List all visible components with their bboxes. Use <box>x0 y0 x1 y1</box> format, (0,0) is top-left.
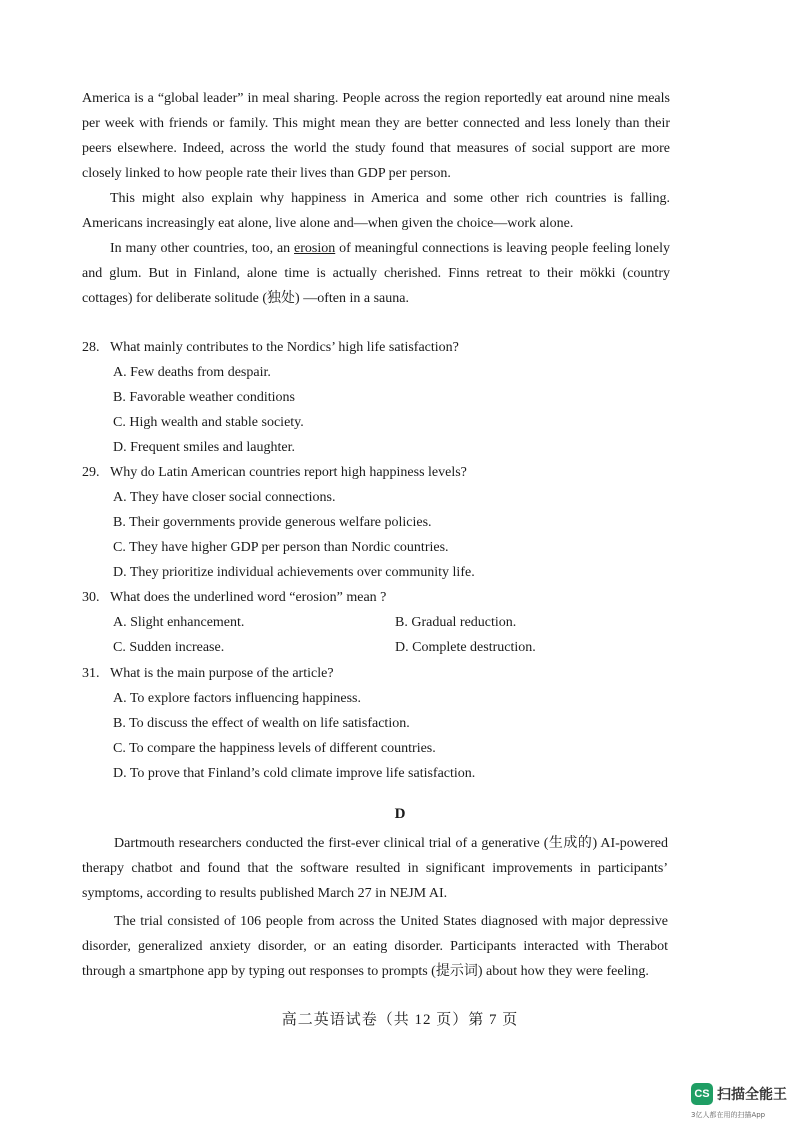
question-28-option-c: C. High wealth and stable society. <box>113 415 304 430</box>
underlined-word-erosion: erosion <box>294 241 336 256</box>
question-text: Why do Latin American countries report high happiness levels? <box>110 465 467 480</box>
question-29-stem <box>82 461 682 485</box>
question-text: What mainly contributes to the Nordics’ high life satisfaction? <box>110 340 459 355</box>
passage-d-paragraph-2: The trial consisted of 106 people from across the United States diagnosed with major depressive disorder, generalized anxiety disorder, or an eating disorder. Participants interacted with Therabot through a smartphone app by typing out responses to prompts (提示词) about how they were feeling. <box>82 914 668 979</box>
section-d-heading: D <box>394 806 406 822</box>
question-31-option-d: D. To prove that Finland’s cold climate improve life satisfaction. <box>113 766 476 781</box>
question-31-stem <box>82 662 682 686</box>
question-30-option-a: A. Slight enhancement. <box>113 615 245 630</box>
watermark-brand-name: 扫描全能王 <box>717 1087 787 1103</box>
question-30-stem <box>82 586 682 610</box>
paragraph-3-lead: In many other countries, too, an <box>110 241 295 256</box>
question-29-option-d: D. They prioritize individual achievements over community life. <box>113 565 475 580</box>
scanner-watermark <box>691 1083 791 1123</box>
question-28-option-d: D. Frequent smiles and laughter. <box>113 440 295 455</box>
question-31-option-c: C. To compare the happiness levels of different countries. <box>113 741 436 756</box>
question-29-option-c: C. They have higher GDP per person than Nordic countries. <box>113 540 449 555</box>
page-footer: 高二英语试卷（共 12 页）第 7 页 <box>281 1012 519 1028</box>
paragraph-3-rest: of meaningful connections is leaving people feeling lonely and glum. But in Finland, alone time is actually cherished. Finns retreat to their mökki (country cottages) for deliberate solitude (独处) —often in a sauna. <box>82 241 670 306</box>
question-28-option-a: A. Few deaths from despair. <box>113 365 271 380</box>
question-number: 30. <box>82 590 100 605</box>
question-28-stem <box>82 336 682 360</box>
question-text: What does the underlined word “erosion” mean ? <box>110 590 387 605</box>
question-31-option-b: B. To discuss the effect of wealth on life satisfaction. <box>113 716 410 731</box>
question-28-option-b: B. Favorable weather conditions <box>113 390 295 405</box>
question-text: What is the main purpose of the article? <box>110 666 334 681</box>
question-30-option-b: B. Gradual reduction. <box>395 615 517 630</box>
question-number: 28. <box>82 340 100 355</box>
question-29-option-a: A. They have closer social connections. <box>113 490 336 505</box>
question-29-option-b: B. Their governments provide generous welfare policies. <box>113 515 432 530</box>
passage-c-paragraph-1: America is a “global leader” in meal sharing. People across the region reportedly eat around nine meals per week with friends or family. This might mean they are better connected and less lonely than their peers elsewhere. Indeed, across the world the study found that measures of social support are more closely linked to how people rate their lives than GDP per person. <box>82 91 670 181</box>
watermark-tagline: 3亿人都在用的扫描App <box>691 1111 766 1119</box>
question-number: 31. <box>82 666 100 681</box>
passage-c-paragraph-2: This might also explain why happiness in America and some other rich countries is falling. Americans increasingly eat alone, live alone and—when given the choice—work alone. <box>82 191 670 231</box>
passage-d-paragraph-1: Dartmouth researchers conducted the first-ever clinical trial of a generative (生成的) AI-powered therapy chatbot and found that the software resulted in significant improvements in participants’ symptoms, according to results published March 27 in NEJM AI. <box>82 836 668 901</box>
question-30-option-c: C. Sudden increase. <box>113 640 225 655</box>
question-30-option-d: D. Complete destruction. <box>395 640 536 655</box>
question-number: 29. <box>82 465 100 480</box>
passage-c-paragraph-3 <box>82 236 670 311</box>
question-31-option-a: A. To explore factors influencing happiness. <box>113 691 361 706</box>
camscanner-logo-icon: CS <box>691 1083 713 1105</box>
